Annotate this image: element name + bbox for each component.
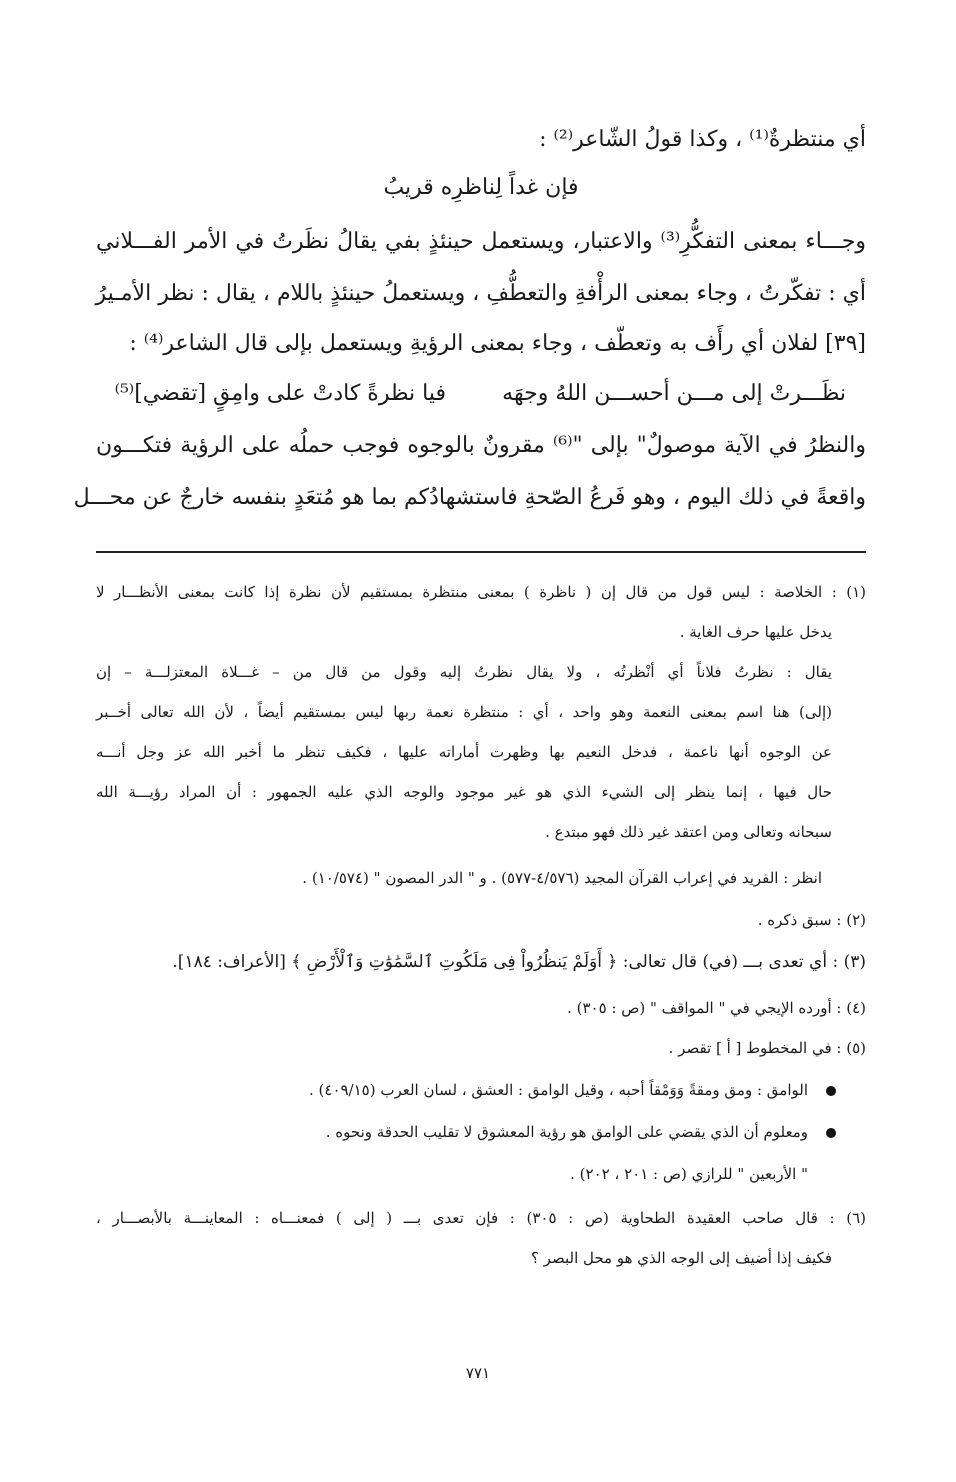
bullet-icon (826, 1086, 836, 1096)
footnote-2: (٢) : سبق ذكره . (757, 911, 866, 929)
main-line: أي منتظرةٌ⁽¹⁾ ، وكذا قولُ الشّاعر⁽²⁾ : (539, 127, 866, 152)
main-line: وجـــاء بمعنى التفكُّرِ⁽³⁾ والاعتبار، ويستعمل حينئذٍ بفي يقالُ نظَرتُ في الأمر الفـــلاني (96, 229, 866, 254)
footnote-6-line: (٦) : قال صاحب العقيدة الطحاوية (ص : ٣٠٥) : فإن تعدى بـــ ( إلى ) فمعنـــاه : المعاينـــة بالأبصـــار ، (96, 1209, 866, 1227)
main-line: واقعةً في ذلك اليوم ، وهو فَرعُ الصّحةِ فاستشهادُكم بما هو مُتعَدٍ بنفسه خارجٌ عن محـــل (73, 485, 866, 510)
verse-first-hemistich: نظَـــرتْ إلى مـــن أحســـن اللهُ وجهَه (502, 381, 846, 406)
footnote-1-line: يدخل عليها حرف الغاية . (679, 623, 832, 641)
footnote-1-line: عن الوجوه أنها ناعمة ، فدخل النعيم بها وظهرت أماراته عليها ، فكيف تنظر ما أخبر الله عز وجل أنـــه (96, 743, 832, 761)
page-number: ٧٧١ (465, 1364, 491, 1382)
main-line: أي : تفكّرتُ ، وجاء بمعنى الرأْفةِ والتعطُّفِ ، ويستعملُ حينئذٍ باللام ، يقال : نظر الأمـيرُ (95, 281, 866, 306)
footnote-5-reference: " الأربعين " للرازي (ص : ٢٠١ ، ٢٠٢) . (570, 1165, 808, 1183)
main-line: والنظرُ في الآية موصولٌ" بإلى "⁽⁶⁾ مقرونٌ بالوجوه فوجب حملُه على الرؤية فتكـــون (96, 433, 866, 458)
footnote-5-bullet-text: الوامق : ومق ومقةً وَوَمْقاً أحبه ، وقيل الوامق : العشق ، لسان العرب (٤٠٩/١٥) . (309, 1081, 808, 1099)
footnote-1-line: يقال : نظرتُ فلاناً أي أنْظرتُه ، ولا يقال نظرتُ إليه وقول من قال من – غـــلاة المعتزلـــة – إن (96, 663, 832, 681)
footnote-5-bullet-item (96, 1078, 866, 1102)
verse-line: فإن غداً لِناظرِه قريبُ (383, 175, 579, 200)
poetry-verse (96, 378, 866, 410)
footnote-1-line: سبحانه وتعالى ومن اعتقد غير ذلك فهو مبتدع . (545, 823, 832, 841)
footnote-separator (96, 551, 866, 553)
footnote-1-line: (إلى) هنا اسم بمعنى النعمة وهو واحد ، أي : منتظرة نعمة ربها ليس بمستقيم أيضاً ، لأن الله تعالى أخــبر (96, 703, 832, 721)
footnote-6-line: فكيف إذا أضيف إلى الوجه الذي هو محل البصر ؟ (530, 1249, 832, 1267)
footnote-1-reference: انظر : الفريد في إعراب القرآن المجيد (٤/٥٧٦-٥٧٧) . و " الدر المصون " (١٠/٥٧٤) . (302, 869, 822, 887)
bullet-icon (826, 1128, 836, 1138)
footnote-4: (٤) : أورده الإيجي في " المواقف " (ص : ٣٠٥) . (567, 999, 866, 1017)
footnote-1-line: (١) : الخلاصة : ليس قول من قال إن ( ناظرة ) بمعنى منتظرة بمستقيم لأن نظرة إذا كانت بمعنى الأنظـــار لا (96, 583, 866, 601)
footnote-5-bullet-text: ومعلوم أن الذي يقضي على الوامق هو رؤية المعشوق لا تقليب الحدقة ونحوه . (325, 1123, 808, 1141)
verse-second-hemistich: فيا نظرةً كادتْ على وامِقٍ [تقضي]⁽⁵⁾ (114, 381, 446, 406)
footnote-5: (٥) : في المخطوط [ أ ] تقصر . (668, 1039, 866, 1057)
footnote-5-bullet-item (96, 1120, 866, 1144)
footnote-1-line: حال فيها ، إنما ينظر إلى الشيء الذي هو غير موجود والوجه الذي عليه الجمهور : أن المراد رؤيـــة الله (96, 783, 832, 801)
footnote-3: (٣) : أي تعدى بـــ (في) قال تعالى: ﴿ أَوَلَمْ يَنظُرُواْ فِى مَلَكُوتِ ٱلسَّمَٰوَٰتِ وَٱلْأَرْضِ ﴾ [الأعراف: ١٨٤]. (172, 952, 866, 972)
main-line: [٣٩] لفلان أي رأَف به وتعطّف ، وجاء بمعنى الرؤيةِ ويستعمل بإلى قال الشاعر⁽⁴⁾ : (129, 331, 866, 356)
